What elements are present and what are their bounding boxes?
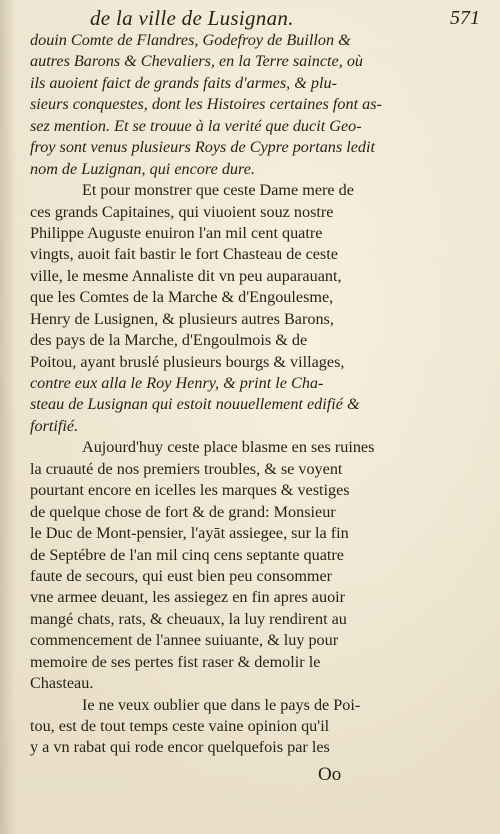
text-line: contre eux alla le Roy Henry, & print le Cha- xyxy=(30,374,324,392)
text-line: douin Comte de Flandres, Godefroy de Buillon & xyxy=(30,31,351,49)
text-line: Henry de Lusignen, & plusieurs autres Barons, xyxy=(30,309,334,328)
text-line: vne armee deuant, les assiegez en fin apres auoir xyxy=(30,588,346,607)
text-line: des pays de la Marche, d'Engoulmois & de xyxy=(30,331,308,350)
text-line: froy sont venus plusieurs Roys de Cypre portans ledit xyxy=(30,138,375,157)
text-line: de Septébre de l'an mil cinq cens septante quatre xyxy=(30,545,344,564)
text-line: vingts, auoit fait bastir le fort Chasteau de ceste xyxy=(30,245,338,264)
text-line: sieurs conquestes, dont les Histoires certaines font as- xyxy=(30,95,382,114)
text-line: nom de Luzignan, qui encore dure. xyxy=(30,159,255,178)
page-header xyxy=(90,6,480,32)
text-line: mangé chats, rats, & cheuaux, la luy rendirent au xyxy=(30,609,347,628)
text-line: memoire de ses pertes fist raser & demolir le xyxy=(30,652,321,671)
text-line: steau de Lusignan qui estoit nouuellement edifié & xyxy=(30,395,360,414)
text-line: le Duc de Mont-pensier, l'ayāt assiegee, sur la fin xyxy=(30,524,349,543)
text-line: Philippe Auguste enuiron l'an mil cent quatre xyxy=(30,223,323,242)
text-line: Ie ne veux oublier que dans le pays de Poi- xyxy=(82,695,361,714)
text-line: la cruauté de nos premiers troubles, & se voyent xyxy=(30,459,343,478)
text-line: Chasteau. xyxy=(30,674,94,693)
text-line: commencement de l'annee suiuante, & luy pour xyxy=(30,631,339,650)
text-line: Et pour monstrer que ceste Dame mere de xyxy=(82,181,354,200)
text-line: tou, est de tout temps ceste vaine opinion qu'il xyxy=(30,717,330,735)
text-line: y a vn rabat qui rode encor quelquefois par les xyxy=(30,738,330,757)
text-line: Poitou, ayant bruslé plusieurs bourgs & villages, xyxy=(30,352,345,371)
text-line: fortifié. xyxy=(30,416,79,435)
text-line: ils auoient faict de grands faits d'armes, & plu- xyxy=(30,73,337,92)
text-line: de quelque chose de fort & de grand: Monsieur xyxy=(30,502,336,521)
text-line: autres Barons & Chevaliers, en la Terre saincte, où xyxy=(30,52,364,71)
text-line: pourtant encore en icelles les marques & vestiges xyxy=(30,481,350,500)
text-line: ces grands Capitaines, qui viuoient souz nostre xyxy=(30,202,334,221)
running-title: de la ville de Lusignan. xyxy=(90,6,294,30)
text-line: ville, le mesme Annaliste dit vn peu auparauant, xyxy=(30,266,342,285)
page-number: 571 xyxy=(450,7,480,29)
text-line: que les Comtes de la Marche & d'Engoulesme, xyxy=(30,288,334,307)
text-line: faute de secours, qui eust bien peu consommer xyxy=(30,566,333,585)
body-text xyxy=(30,30,480,759)
text-line: Aujourd'huy ceste place blasme en ses ruines xyxy=(82,438,375,457)
binding-gutter xyxy=(0,0,16,834)
catchword: Oo xyxy=(318,764,342,785)
text-line: sez mention. Et se trouue à la verité que ducit Geo- xyxy=(30,116,362,135)
